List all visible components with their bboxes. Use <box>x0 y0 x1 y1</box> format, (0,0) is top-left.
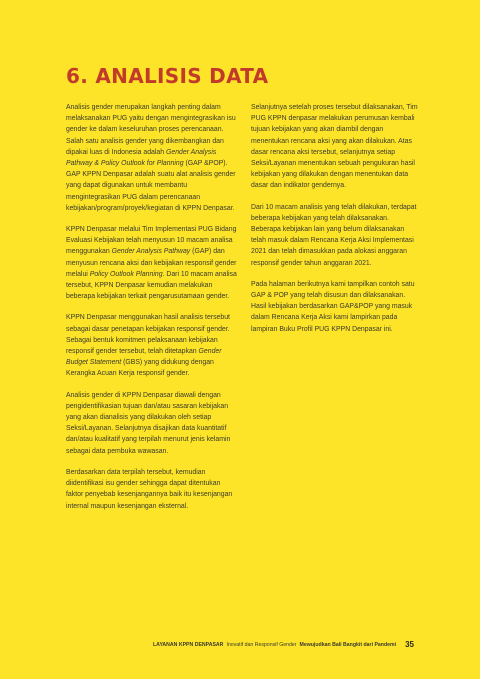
section-heading: 6. ANALISIS DATA <box>66 64 269 88</box>
footer-tagline: Mewujudkan Bali Bangkit dari Pandemi <box>299 641 397 648</box>
paragraph: Selanjutnya setelah proses tersebut dilaksanakan, Tim PUG KPPN denpasar melakukan perumusan kembali tujuan kebijakan yang akan diambil dengan menentukan rencana aksi yang akan dilakukan. Atas dasar rencana aksi tersebut, selanjutnya setiap Seksi/Layanan menentukan sebuah pengukuran hasil kebijakan yang dilakukan dengan menentukan data dasar dan indikator gendernya. <box>251 104 418 190</box>
emphasis-text: Gender Analysis Pathway & Policy Outlook for Planning <box>66 148 217 168</box>
right-column <box>251 102 419 335</box>
page-number: 35 <box>405 640 414 649</box>
page-footer <box>153 640 414 649</box>
footer-subtitle: Inovatif dan Responsif Gender <box>226 641 297 648</box>
paragraph: KPPN Denpasar melalui Tim Implementasi PUG Bidang Evaluasi Kebijakan telah menyusun 10 macam analisa menggunakan Gender Analysis Pathway (GAP) dan menyusun rencana aksi dan kebijakan responsif gender melalui Policy Outlook Planning. Dari 10 macam analisa tersebut, KPPN Denpasar kemudian melakukan beberapa kebijakan terkait pengarusutamaan gender. <box>66 226 237 301</box>
footer-publisher: LAYANAN KPPN DENPASAR <box>153 641 224 648</box>
emphasis-text: Gender Budget Statement <box>66 348 222 367</box>
emphasis-text: Gender Analysis Pathway <box>111 248 191 256</box>
paragraph: Berdasarkan data terpilah tersebut, kemudian diidentifikasi isu gender sehingga dapat ditentukan faktor penyebab kesenjangannya baik itu kesenjangan internal maupun kesenjangan eksternal. <box>66 468 233 510</box>
paragraph: Pada halaman berikutnya kami tampilkan contoh satu GAP & POP yang telah disusun dan dilaksanakan. Hasil kebijakan berdasarkan GAP&POP yang masuk dalam Rencana Kerja Aksi kami lampirkan pada lampiran Buku Profil PUG KPPN Denpasar ini. <box>251 280 415 333</box>
left-column <box>66 102 238 512</box>
paragraph: Analisis gender di KPPN Denpasar diawali dengan pengidentifikasian tujuan dan/atau sasaran kebijakan yang akan dianalisis yang dilakukan oleh setiap Seksi/Layanan. Selanjutnya disajikan data kuantitatif dan/atau kualitatif yang terpilah menurut jenis kelamin sebagai data pembuka wawasan. <box>66 391 231 455</box>
emphasis-text: Policy Outlook Planning <box>89 270 163 278</box>
paragraph: Analisis gender merupakan langkah penting dalam melaksanakan PUG yaitu dengan mengintegrasikan isu gender ke dalam keseluruhan proses perencanaan. Salah satu analisis gender yang dikembangkan dan dipakai luas di Indonesia adalah Gender Analysis Pathway & Policy Outlook for Planning (GAP &POP). GAP KPPN Denpasar adalah suatu alat analisis gender yang dapat digunakan untuk membantu mengintegrasikan PUG dalam perencanaan kebijakan/program/proyek/kegiatan di KPPN Denpasar. <box>66 104 236 212</box>
paragraph: Dari 10 macam analisis yang telah dilakukan, terdapat beberapa kebijakan yang telah dilaksanakan. Beberapa kebijakan lain yang belum dilaksanakan telah masuk dalam Rencana Kerja Aksi Implementasi 2021 dan telah dimasukkan pada alokasi anggaran responsif gender tahun anggaran 2021. <box>251 203 417 267</box>
paragraph: KPPN Denpasar menggunakan hasil analisis tersebut sebagai dasar penetapan kebijakan responsif gender. Sebagai bentuk komitmen pelaksanaan kebijakan responsif gender tersebut, telah ditetapkan Gender Budget Statement (GBS) yang didukung dengan Kerangka Acuan Kerja responsif gender. <box>66 314 230 378</box>
